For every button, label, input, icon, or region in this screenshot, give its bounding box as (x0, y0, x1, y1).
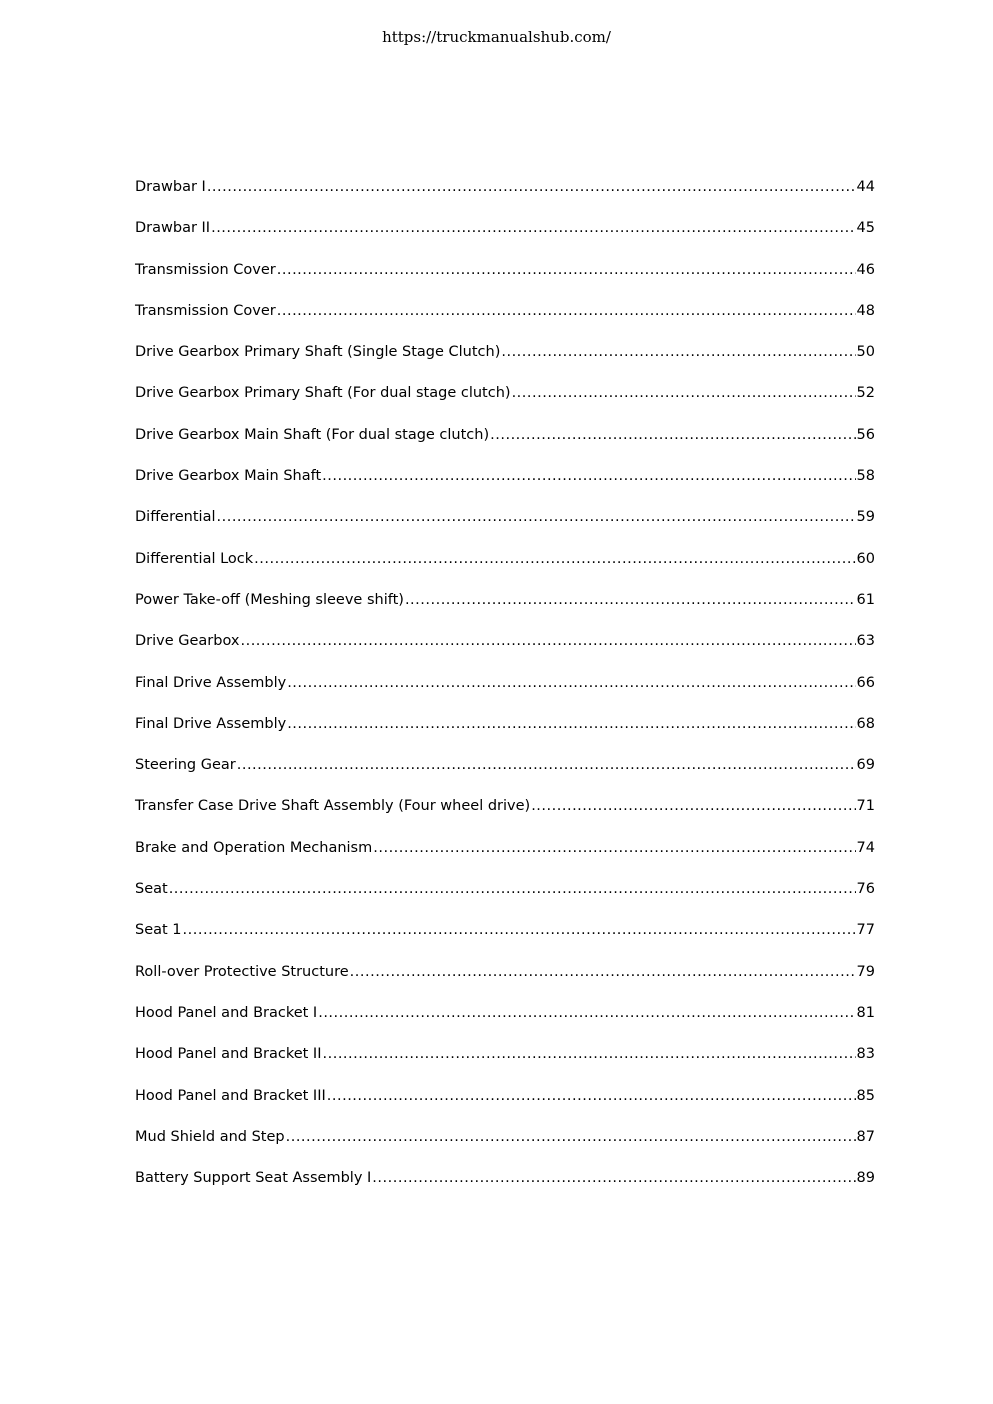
toc-entry[interactable] (135, 754, 875, 795)
toc-entry-title: Final Drive Assembly (135, 674, 287, 691)
toc-entry-title: Drive Gearbox Primary Shaft (For dual stage clutch) (135, 385, 511, 402)
toc-entry-title: Final Drive Assembly (135, 715, 287, 732)
toc-entry-title: Drawbar I (135, 179, 206, 195)
toc-entry[interactable] (135, 176, 875, 217)
toc-page-number: 56 (856, 426, 875, 443)
toc-page-number: 76 (856, 881, 875, 898)
toc-page-number: 58 (856, 468, 875, 485)
toc-dot-leader (254, 548, 855, 570)
toc-page-number: 60 (856, 550, 875, 567)
toc-page-number: 59 (856, 509, 875, 526)
toc-entry-title: Seat (135, 881, 168, 898)
toc-entry-title: Transfer Case Drive Shaft Assembly (Four wheel drive) (135, 798, 531, 815)
toc-page-number: 87 (856, 1128, 875, 1145)
toc-dot-leader (531, 795, 855, 817)
toc-entry-title: Seat 1 (135, 922, 182, 939)
toc-page-number: 52 (856, 385, 875, 402)
toc-page-number: 46 (856, 261, 875, 278)
toc-dot-leader (327, 1085, 856, 1107)
toc-page-number: 63 (856, 633, 875, 650)
toc-entry[interactable] (135, 1043, 875, 1084)
toc-entry-title: Steering Gear (135, 757, 236, 774)
toc-entry-title: Drive Gearbox Main Shaft (For dual stage clutch) (135, 426, 490, 443)
toc-page-number: 61 (856, 591, 875, 608)
toc-dot-leader (501, 341, 855, 363)
toc-entry[interactable] (135, 382, 875, 423)
toc-dot-leader (183, 919, 856, 941)
toc-entry[interactable] (135, 1167, 875, 1208)
page-header-url: https://truckmanualshub.com/ (382, 28, 611, 46)
toc-entry[interactable] (135, 1126, 875, 1167)
toc-entry-title: Roll-over Protective Structure (135, 963, 349, 980)
toc-entry-title: Power Take-off (Meshing sleeve shift) (135, 591, 404, 608)
toc-entry-title: Hood Panel and Bracket II (135, 1046, 322, 1063)
toc-entry[interactable] (135, 217, 875, 258)
toc-entry-title: Transmission Cover (135, 302, 276, 319)
toc-dot-leader (169, 878, 856, 900)
toc-page-number: 44 (856, 179, 875, 195)
toc-entry-title: Differential Lock (135, 550, 254, 567)
toc-entry-title: Drive Gearbox Main Shaft (135, 468, 322, 485)
toc-entry-title: Brake and Operation Mechanism (135, 839, 373, 856)
toc-page-number: 50 (856, 344, 875, 361)
toc-dot-leader (287, 713, 855, 735)
toc-entry[interactable] (135, 837, 875, 878)
toc-entry[interactable] (135, 961, 875, 1002)
toc-entry[interactable] (135, 589, 875, 630)
toc-dot-leader (237, 754, 856, 776)
toc-dot-leader (287, 672, 855, 694)
toc-dot-leader (322, 465, 855, 487)
toc-page-number: 74 (856, 839, 875, 856)
toc-dot-leader (240, 630, 855, 652)
toc-entry[interactable] (135, 506, 875, 547)
toc-page-number: 89 (856, 1170, 875, 1187)
toc-page-number: 69 (856, 757, 875, 774)
toc-dot-leader (277, 300, 856, 322)
toc-entry[interactable] (135, 1002, 875, 1043)
toc-entry-title: Battery Support Seat Assembly I (135, 1170, 372, 1187)
toc-entry[interactable] (135, 300, 875, 341)
toc-dot-leader (211, 217, 855, 239)
toc-dot-leader (318, 1002, 855, 1024)
toc-dot-leader (286, 1126, 856, 1148)
toc-page-number: 45 (856, 220, 875, 237)
toc-entry-title: Differential (135, 509, 216, 526)
toc-entry-title: Transmission Cover (135, 261, 276, 278)
toc-entry-title: Drive Gearbox Primary Shaft (Single Stage Clutch) (135, 344, 501, 361)
toc-entry[interactable] (135, 465, 875, 506)
toc-dot-leader (350, 961, 856, 983)
toc-dot-leader (372, 1167, 855, 1189)
toc-dot-leader (277, 259, 856, 281)
toc-entry-title: Drive Gearbox (135, 633, 240, 650)
toc-page-number: 81 (856, 1004, 875, 1021)
toc-entry[interactable] (135, 795, 875, 836)
toc-entry[interactable] (135, 341, 875, 382)
toc-entry[interactable] (135, 1085, 875, 1126)
toc-dot-leader (373, 837, 855, 859)
toc-entry[interactable] (135, 548, 875, 589)
toc-page-number: 66 (856, 674, 875, 691)
toc-entry-title: Mud Shield and Step (135, 1128, 285, 1145)
toc-entry[interactable] (135, 919, 875, 960)
toc-page-number: 83 (856, 1046, 875, 1063)
toc-entry-title: Hood Panel and Bracket I (135, 1004, 318, 1021)
table-of-contents (135, 176, 875, 1208)
toc-dot-leader (490, 424, 855, 446)
toc-entry[interactable] (135, 259, 875, 300)
toc-entry[interactable] (135, 672, 875, 713)
toc-page-number: 77 (856, 922, 875, 939)
toc-entry-title: Drawbar II (135, 220, 211, 237)
toc-entry[interactable] (135, 713, 875, 754)
toc-dot-leader (512, 382, 856, 404)
toc-page-number: 71 (856, 798, 875, 815)
toc-entry[interactable] (135, 630, 875, 671)
toc-dot-leader (323, 1043, 856, 1065)
toc-page-number: 68 (856, 715, 875, 732)
toc-entry[interactable] (135, 424, 875, 465)
toc-entry[interactable] (135, 878, 875, 919)
toc-dot-leader (207, 176, 856, 198)
toc-dot-leader (405, 589, 856, 611)
toc-page-number: 79 (856, 963, 875, 980)
toc-dot-leader (217, 506, 856, 528)
toc-page-number: 48 (856, 302, 875, 319)
toc-page-number: 85 (856, 1087, 875, 1104)
toc-entry-title: Hood Panel and Bracket III (135, 1087, 326, 1104)
